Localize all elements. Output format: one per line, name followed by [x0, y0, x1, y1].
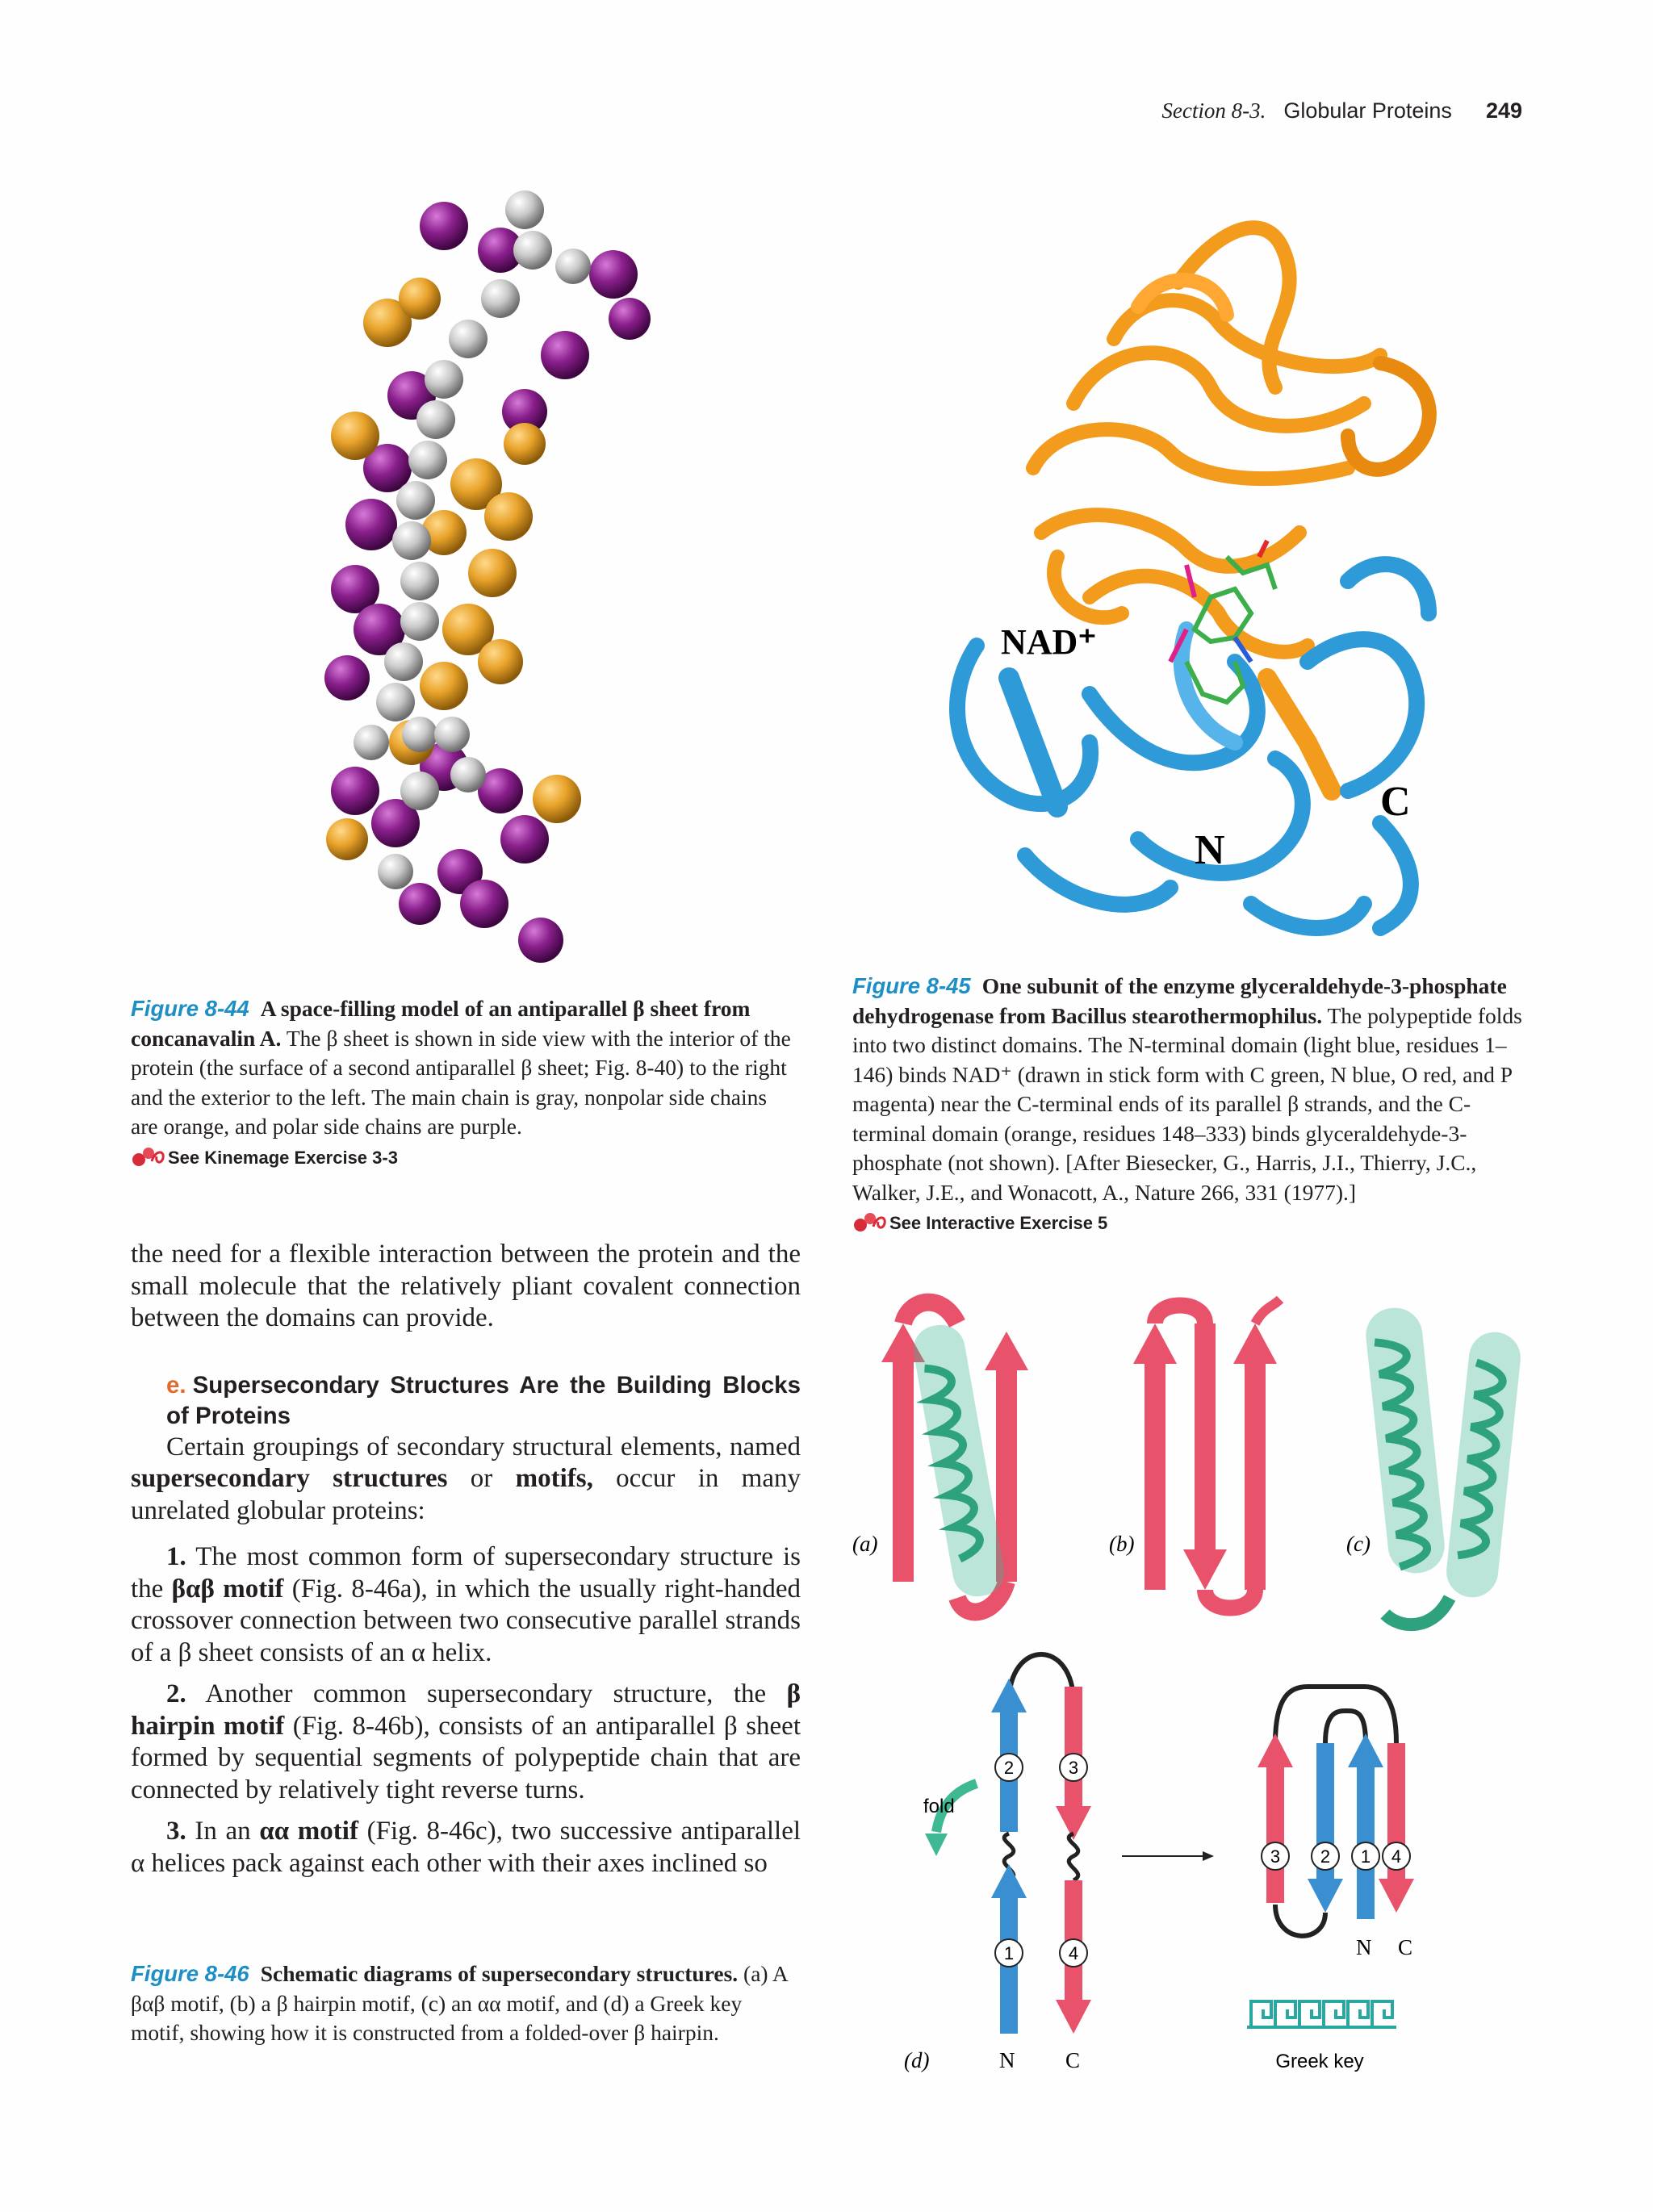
- strand-1-number: 1: [1003, 1943, 1015, 1963]
- n-terminus-label: N: [1195, 827, 1225, 873]
- gk-position-1: 3: [1270, 1846, 1281, 1867]
- continued-paragraph: the need for a flexible interaction between the protein and the small molecule that the relatively pliant covalent connection between the domains can provide.: [131, 1240, 801, 1332]
- list-item-1: 1. The most common form of supersecondary structure is the βαβ motif (Fig. 8-46a), in which the usually right-handed crossover connection between two consecutive parallel strands of a β sheet consists of an α helix.: [131, 1542, 801, 1667]
- gk-position-2: 2: [1320, 1846, 1331, 1867]
- gk-position-4: 4: [1391, 1846, 1402, 1867]
- list-item-3: 3. In an αα motif (Fig. 8-46c), two successive antiparallel α helices pack against each other with their axes inclined so: [131, 1817, 801, 1878]
- molecule-link-icon: [852, 1209, 888, 1233]
- greek-key-label: Greek key: [1275, 2051, 1364, 2072]
- hairpin-n-terminus: N: [999, 2048, 1015, 2072]
- term-bab-motif: βαβ motif: [171, 1574, 284, 1604]
- term-b-hairpin-motif: β hairpin motif: [131, 1679, 801, 1741]
- panel-d-label: (d): [904, 2048, 930, 2072]
- greek-key-meander-icon: [1247, 2001, 1396, 2027]
- molecule-link-icon: [131, 1144, 166, 1168]
- nad-label: NAD⁺: [1001, 622, 1097, 662]
- figure-8-44-caption: [131, 994, 793, 1173]
- figure-8-46-text: (a) A βαβ motif, (b) a β hairpin motif, (c) an αα motif, and (d) a Greek key motif, showing how it is constructed from a folded-over β hairpin.: [131, 1961, 788, 2045]
- figure-8-46-abc-panels: [852, 1291, 1530, 1638]
- section-title: Supersecondary Structures Are the Building Blocks of Proteins: [166, 1371, 801, 1429]
- figure-8-45-ribbon-diagram: [928, 178, 1525, 952]
- panel-b-label: (b): [1109, 1532, 1135, 1556]
- term-aa-motif: αα motif: [259, 1817, 358, 1846]
- panel-a-bab-motif: [881, 1303, 1028, 1612]
- figure-8-45-text: The polypeptide folds into two distinct domains. The N-terminal domain (light blue, residues 1–146) binds NAD⁺ (drawn in stick form with C green, N blue, O red, and P magenta) near the C-terminal ends of its parallel β strands, and the C-terminal domain (orange, residues 148–333) binds glyceraldehyde-3-phosphate (not shown). [After Biesecker, G., Harris, J.I., Thierry, J.C., Walker, J.E., and Wonacott, A., Nature 266, 331 (1977).]: [852, 1002, 1522, 1205]
- kinemage-exercise-text: See Kinemage Exercise 3-3: [168, 1147, 398, 1168]
- figure-8-44-lead: A space-filling model of an antiparallel β sheet from concanavalin A.: [131, 996, 751, 1051]
- greek-key-motif: [1258, 1687, 1414, 1936]
- body-text-column: [131, 1239, 801, 1880]
- panel-c-aa-motif: [1363, 1305, 1523, 1625]
- folded-hairpin: [991, 1654, 1091, 2034]
- figure-8-44-space-filling-model: [258, 178, 678, 976]
- gk-position-3: 1: [1360, 1846, 1371, 1867]
- greek-key-number-badges: [1262, 1842, 1410, 1870]
- figure-8-45-lead: One subunit of the enzyme glyceraldehyde-3-phosphate dehydrogenase from Bacillus stearothermophilus.: [852, 973, 1507, 1028]
- term-motifs: motifs,: [515, 1464, 593, 1493]
- running-head-section: Section 8-3.: [1161, 98, 1266, 123]
- intro-paragraph: Certain groupings of secondary structural elements, named supersecondary structures or motifs, occur in many unrelated globular proteins:: [131, 1432, 801, 1525]
- interactive-exercise-link[interactable]: [852, 1213, 1107, 1233]
- figure-8-46-caption: [131, 1959, 801, 2048]
- figure-8-44-text: The β sheet is shown in side view with the interior of the protein (the surface of a second antiparallel β sheet; Fig. 8-40) to the right and the exterior to the left. The main chain is gray, nonpolar side chains are orange, and polar side chains are purple.: [131, 1025, 791, 1139]
- fold-label: fold: [923, 1796, 955, 1817]
- panel-c-label: (c): [1346, 1532, 1371, 1556]
- running-head-title: Globular Proteins: [1283, 98, 1452, 123]
- greek-key-n-terminus: N: [1356, 1935, 1372, 1959]
- figure-8-46-lead: Schematic diagrams of supersecondary structures.: [260, 1961, 739, 1986]
- figure-8-46-d-greek-key: [904, 1622, 1469, 2082]
- figure-8-45-caption: [852, 972, 1524, 1239]
- greek-key-c-terminus: C: [1398, 1935, 1413, 1959]
- kinemage-exercise-link[interactable]: [131, 1148, 398, 1168]
- running-head: [1161, 98, 1522, 123]
- strand-2-number: 2: [1003, 1758, 1015, 1778]
- figure-8-44-label: Figure 8-44: [131, 996, 249, 1021]
- n-terminal-domain-blue: [957, 564, 1429, 928]
- panel-a-label: (a): [852, 1532, 878, 1556]
- page-number: 249: [1485, 98, 1522, 123]
- figure-8-45-label: Figure 8-45: [852, 973, 971, 998]
- hairpin-c-terminus: C: [1065, 2048, 1081, 2072]
- strand-4-number: 4: [1068, 1943, 1079, 1963]
- section-letter: e.: [166, 1371, 186, 1399]
- panel-b-b-hairpin-motif: [1133, 1299, 1280, 1608]
- figure-8-46-label: Figure 8-46: [131, 1961, 249, 1986]
- term-supersecondary-structures: supersecondary structures: [131, 1464, 448, 1493]
- c-terminus-label: C: [1380, 779, 1411, 825]
- section-heading-e: [131, 1370, 801, 1432]
- strand-3-number: 3: [1068, 1758, 1079, 1778]
- list-item-2: 2. Another common supersecondary structure, the β hairpin motif (Fig. 8-46b), consists of an antiparallel β sheet formed by sequential segments of polypeptide chain that are connected by relatively tight reverse turns.: [131, 1679, 801, 1804]
- interactive-exercise-text: See Interactive Exercise 5: [889, 1213, 1108, 1233]
